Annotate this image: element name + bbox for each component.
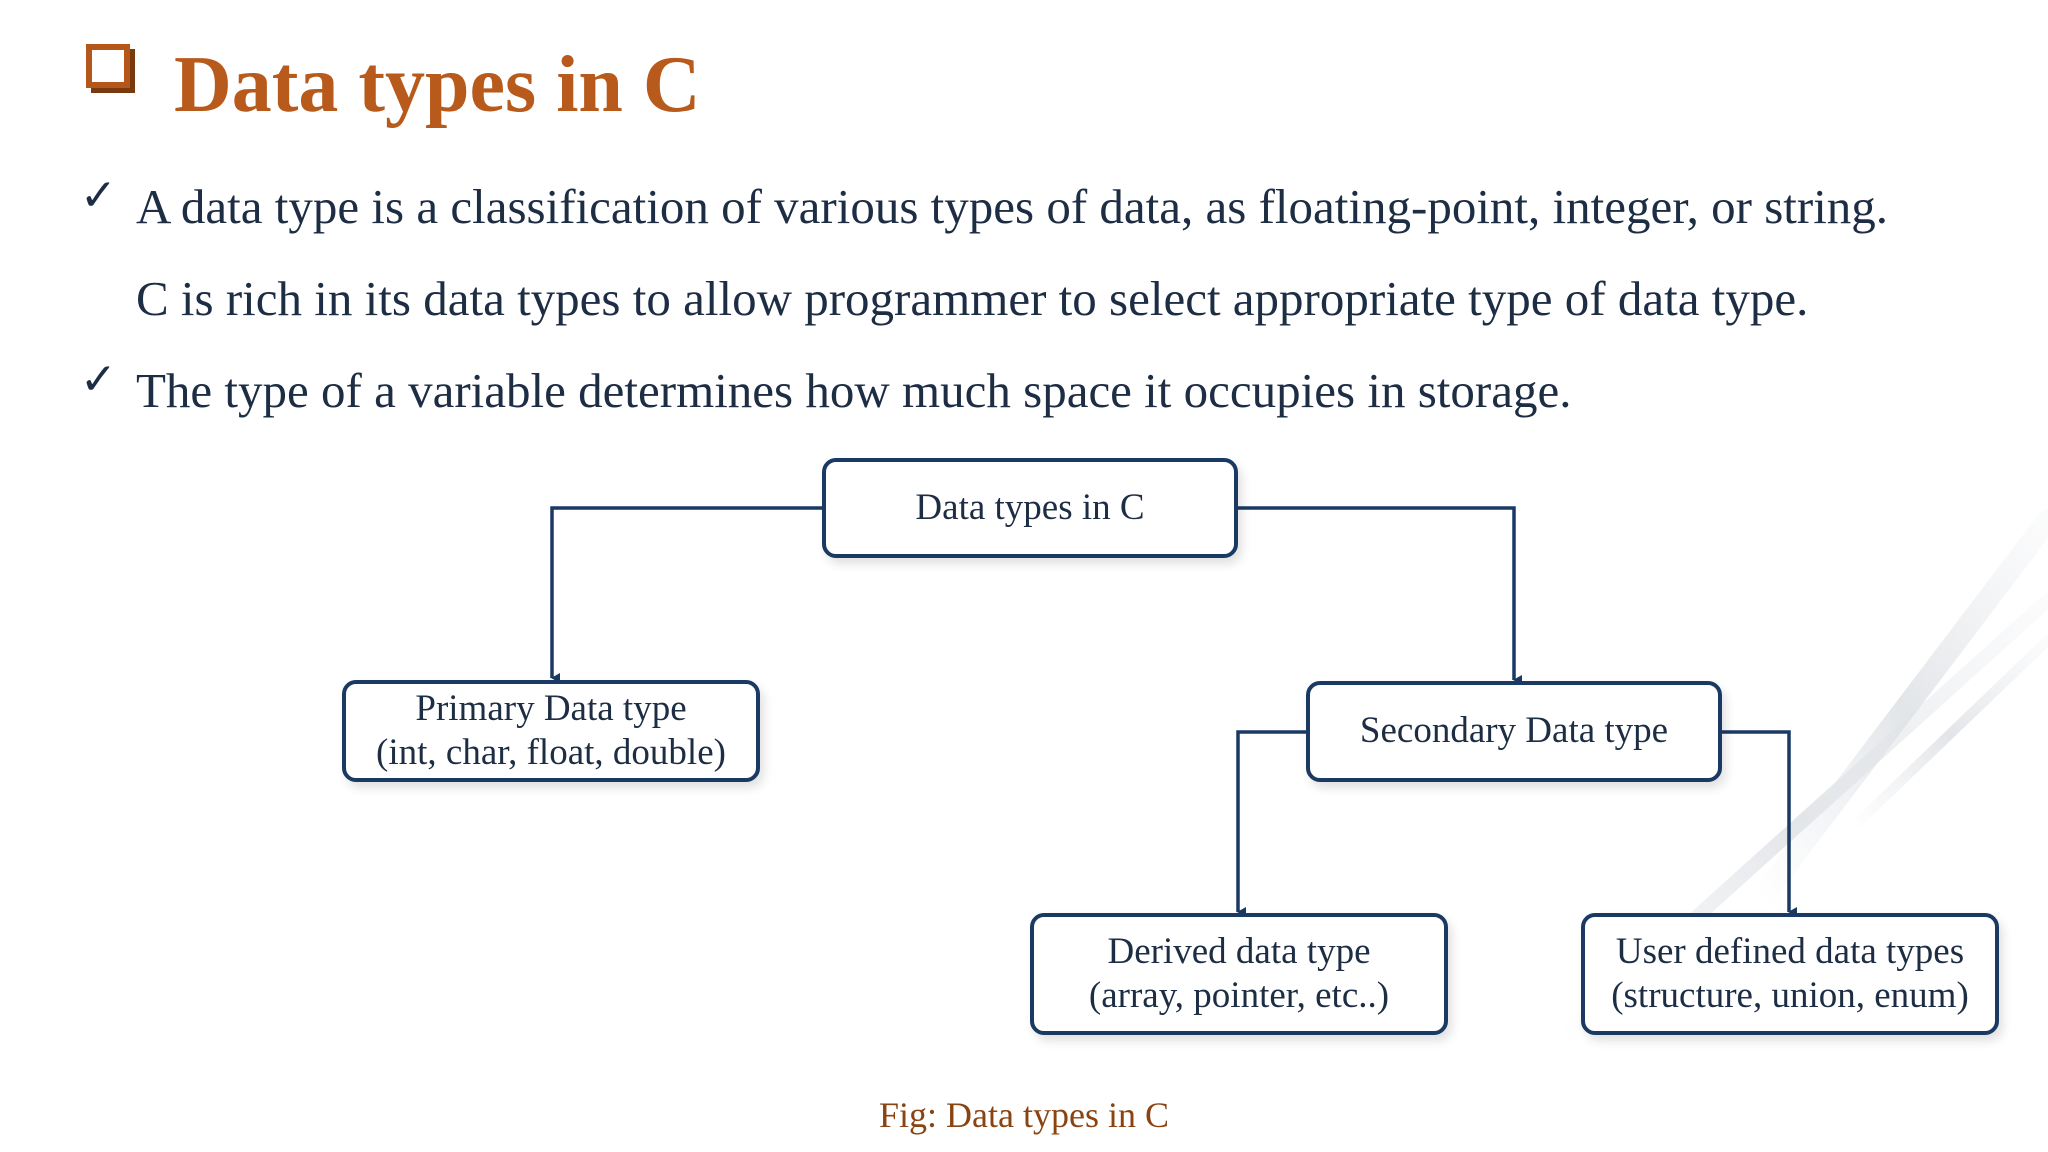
derived-node — [1030, 913, 1448, 1035]
connector-root-secondary — [1238, 508, 1514, 680]
secondary-node — [1306, 681, 1722, 782]
connector-root-primary — [552, 508, 822, 678]
bullet-text: C is rich in its data types to allow programmer to select appropriate type of data type. — [136, 271, 1809, 326]
user-defined-node-title: User defined data types — [1615, 930, 1965, 972]
check-mark-icon: ✓ — [80, 354, 117, 405]
bullet-text: The type of a variable determines how much space it occupies in storage. — [136, 363, 1572, 418]
derived-node-title: Derived data type — [1107, 930, 1371, 972]
secondary-node-label: Secondary Data type — [1359, 710, 1669, 752]
user-defined-node — [1581, 913, 1999, 1035]
root-node-label: Data types in C — [915, 486, 1145, 528]
root-node — [822, 458, 1238, 558]
primary-node-examples: (int, char, float, double) — [376, 732, 726, 773]
check-mark-icon: ✓ — [80, 170, 117, 221]
primary-node — [342, 680, 760, 782]
slide-title: Data types in C — [174, 41, 701, 129]
connector-secondary-userdefined — [1722, 732, 1789, 912]
primary-node-title: Primary Data type — [415, 687, 687, 729]
connector-secondary-derived — [1238, 732, 1306, 912]
bullet-text: A data type is a classification of various types of data, as floating-point, integer, or string. — [136, 179, 1889, 234]
derived-node-examples: (array, pointer, etc..) — [1088, 975, 1390, 1016]
user-defined-node-examples: (structure, union, enum) — [1611, 975, 1969, 1016]
figure-caption: Fig: Data types in C — [879, 1095, 1169, 1135]
